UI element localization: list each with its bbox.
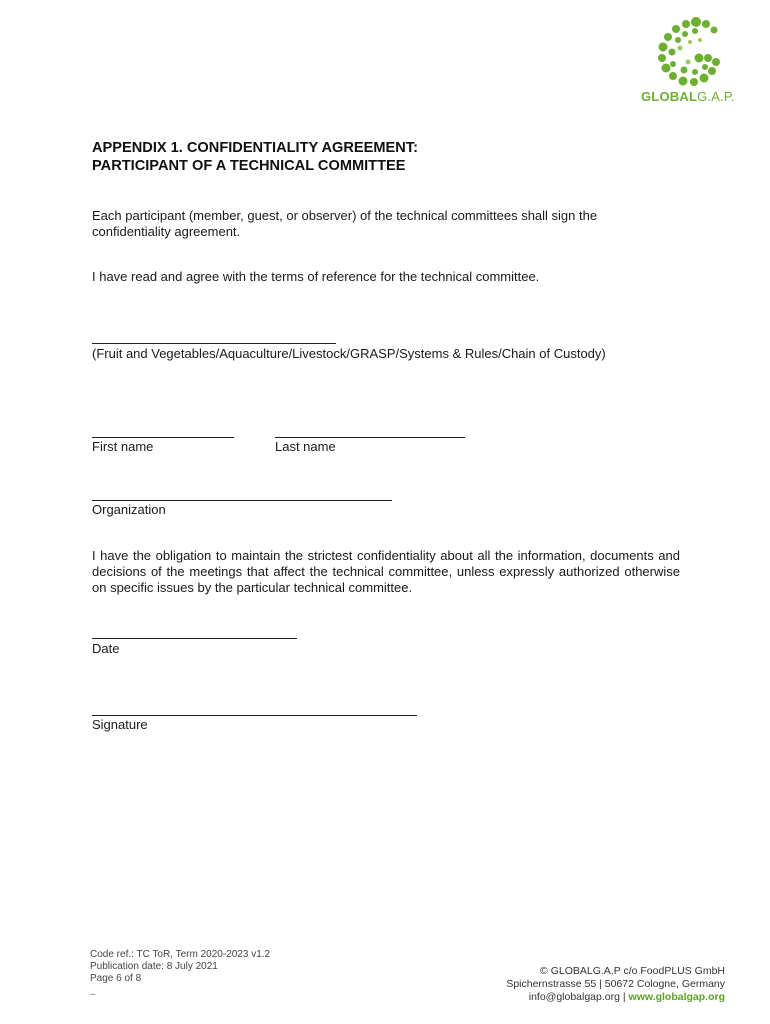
footer-publication-date: Publication date: 8 July 2021 [90, 961, 218, 972]
committee-label: (Fruit and Vegetables/Aquaculture/Livestock/GRASP/Systems & Rules/Chain of Custody) [92, 346, 606, 361]
footer-code-ref: Code ref.: TC ToR, Term 2020-2023 v1.2 [90, 949, 271, 960]
intro-paragraph: Each participant (member, guest, or observer) of the technical committees shall sign the confidentiality agreement. [92, 208, 598, 239]
first-name-label: First name [92, 439, 154, 454]
footer-separator: | [622, 991, 626, 1003]
signature-label: Signature [92, 717, 148, 732]
footer-document-info [90, 949, 270, 1001]
signature-line[interactable] [92, 715, 417, 716]
footer-website-link[interactable]: www.globalgap.org [628, 991, 725, 1003]
last-name-label: Last name [275, 439, 336, 454]
footer-contact [506, 965, 725, 1004]
logo-wordmark-bold: GLOBAL [641, 89, 698, 104]
footer-address: Spichernstrasse 55 | 50672 Cologne, Germany [506, 978, 725, 990]
first-name-line[interactable] [92, 437, 234, 438]
obligation-paragraph: I have the obligation to maintain the strictest confidentiality about all the information, documents and decisions of the meetings that affect the technical committee, unless expressly authorized otherwise on specific issues by the particular technical committee. [92, 548, 680, 595]
logo-wordmark [641, 89, 735, 104]
date-label: Date [92, 641, 120, 656]
agree-statement: I have read and agree with the terms of reference for the technical committee. [92, 269, 540, 284]
footer-links [506, 991, 725, 1004]
title-line-2: PARTICIPANT OF A TECHNICAL COMMITTEE [92, 158, 406, 174]
footer-company: © GLOBALG.A.P c/o FoodPLUS GmbH [540, 965, 725, 977]
organization-label: Organization [92, 502, 166, 517]
organization-line[interactable] [92, 500, 392, 501]
document-title [92, 139, 418, 175]
committee-line[interactable] [92, 343, 336, 344]
date-line[interactable] [92, 638, 297, 639]
footer-page-number: Page 6 of 8 [90, 973, 142, 984]
logo-wordmark-light: G.A.P. [697, 89, 735, 104]
footer-dash: – [90, 989, 96, 1000]
globalgap-leaf-g-icon [638, 12, 750, 92]
title-line-1: APPENDIX 1. CONFIDENTIALITY AGREEMENT: [92, 140, 418, 156]
last-name-line[interactable] [275, 437, 465, 438]
footer-email-link[interactable]: info@globalgap.org [528, 991, 620, 1003]
